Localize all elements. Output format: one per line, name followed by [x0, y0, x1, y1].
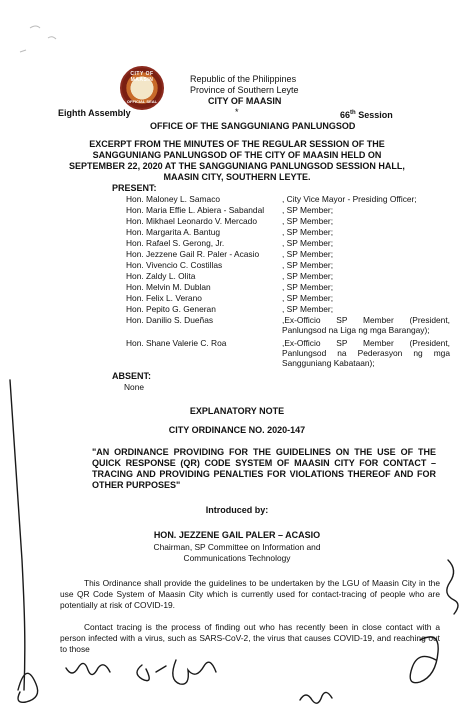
bullet-mark: *: [235, 107, 239, 117]
assembly-label: Eighth Assembly: [58, 108, 131, 118]
session-word: Session: [355, 110, 393, 120]
member-name: Hon. Shane Valerie C. Roa: [126, 338, 227, 348]
absent-value: None: [124, 382, 145, 392]
republic-line: Republic of the Philippines: [190, 74, 297, 84]
signature-3: [137, 665, 166, 681]
body-paragraph: This Ordinance shall provide the guidelines to be undertaken by the LGU of Maasin City in the use QR Code System of Maasin City which is currently used for contact-tracing of people who are potentially at risk of COVID-19.: [60, 578, 440, 610]
session-label: [340, 108, 393, 121]
faint-mark: [20, 26, 56, 52]
member-role: , SP Member;: [282, 216, 334, 226]
member-role: ,Ex-Officio SP Member (President, Panlungsod na Liga ng mga Barangay);: [282, 315, 450, 335]
signature-2: [66, 663, 110, 674]
member-name: Hon. Felix L. Verano: [126, 293, 202, 303]
signature-4: [173, 660, 216, 684]
member-role: , SP Member;: [282, 227, 334, 237]
member-role: , SP Member;: [282, 260, 334, 270]
excerpt-title: EXCERPT FROM THE MINUTES OF THE REGULAR SESSION OF THE SANGGUNIANG PANLUNGSOD OF THE CITY OF MAASIN HELD ON SEPTEMBER 22, 2020 AT THE SANGGUNIANG PANLUNGSOD SESSION HALL, MAASIN CITY, SOUTHERN LEYTE.: [69, 139, 405, 182]
city-line: CITY OF MAASIN: [208, 96, 282, 106]
member-name: Hon. Pepito G. Generan: [126, 304, 216, 314]
session-number: 66: [340, 110, 351, 120]
member-role: ,Ex-Officio SP Member (President, Panlungsod na Pederasyon ng mga Sangguniang Kabataan);: [282, 338, 450, 368]
introduced-by-label: Introduced by:: [205, 505, 269, 515]
introducer-title-line-1: Chairman, SP Committee on Information and: [153, 542, 321, 552]
explanatory-note-heading: EXPLANATORY NOTE: [189, 406, 285, 416]
body-paragraph: Contact tracing is the process of finding out who has recently been in close contact with a person infected with a virus, such as SARS-CoV-2, the virus that causes COVID-19, and reaching out to those: [60, 622, 440, 654]
introducer-name: HON. JEZZENE GAIL PALER – ACASIO: [153, 530, 321, 540]
member-name: Hon. Margarita A. Bantug: [126, 227, 221, 237]
member-role: , City Vice Mayor - Presiding Officer;: [282, 194, 417, 204]
signature-1: [18, 673, 38, 702]
member-name: Hon. Zaldy L. Olita: [126, 271, 196, 281]
signature-5: [300, 692, 332, 703]
member-name: Hon. Maria Effie L. Abiera - Sabandal: [126, 205, 265, 215]
seal-bottom-text: OFFICIAL SEAL: [126, 99, 158, 104]
province-line: Province of Southern Leyte: [190, 85, 299, 95]
introducer-title-line-2: Communications Technology: [183, 553, 291, 563]
office-line: OFFICE OF THE SANGGUNIANG PANLUNGSOD: [150, 121, 356, 131]
margin-scribble-right: [447, 560, 458, 614]
member-role: , SP Member;: [282, 304, 334, 314]
ordinance-title: "AN ORDINANCE PROVIDING FOR THE GUIDELINES ON THE USE OF THE QUICK RESPONSE (QR) CODE SYSTEM OF MAASIN CITY FOR CONTACT – TRACING AND PROVIDING PENALTIES FOR VIOLATIONS THEREOF AND FOR OTHER PURPOSES": [92, 447, 436, 490]
absent-label: ABSENT:: [112, 371, 152, 381]
member-role: , SP Member;: [282, 282, 334, 292]
member-role: , SP Member;: [282, 271, 334, 281]
session-suffix: th: [350, 110, 356, 116]
ordinance-number: CITY ORDINANCE NO. 2020-147: [168, 425, 306, 435]
present-label: PRESENT:: [112, 183, 157, 193]
member-name: Hon. Melvin M. Dublan: [126, 282, 211, 292]
member-role: , SP Member;: [282, 249, 334, 259]
member-role: , SP Member;: [282, 293, 334, 303]
member-role: , SP Member;: [282, 238, 334, 248]
member-name: Hon. Jezzene Gail R. Paler - Acasio: [126, 249, 260, 259]
member-name: Hon. Rafael S. Gerong, Jr.: [126, 238, 225, 248]
member-name: Hon. Danilio S. Dueñas: [126, 315, 214, 325]
seal-ring-text: CITY OF MAASIN: [130, 71, 154, 83]
member-name: Hon. Mikhael Leonardo V. Mercado: [126, 216, 257, 226]
member-role: , SP Member;: [282, 205, 334, 215]
member-name: Hon. Vivencio C. Costillas: [126, 260, 223, 270]
member-name: Hon. Maloney L. Samaco: [126, 194, 221, 204]
city-seal: [120, 66, 164, 110]
